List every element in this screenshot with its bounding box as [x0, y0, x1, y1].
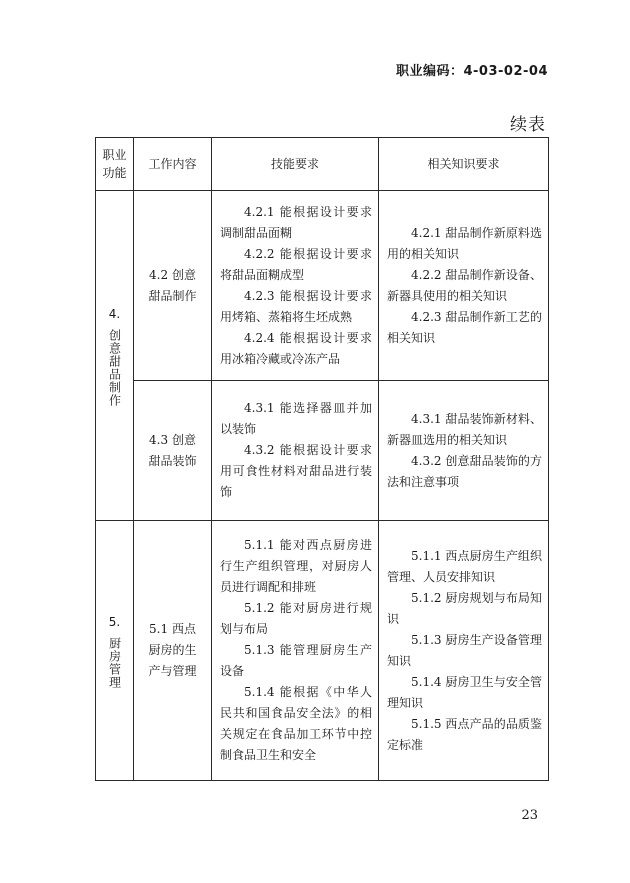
skill-item: 5.1.4 能根据《中华人民共和国食品安全法》的相关规定在食品加工环节中控制食品卫生和安全 — [220, 685, 372, 762]
skill-item: 4.2.2 能根据设计要求将甜品面糊成型 — [220, 246, 372, 282]
knowledge-list — [379, 521, 549, 781]
header-work-content: 工作内容 — [134, 138, 212, 191]
skill-item: 4.3.1 能选择器皿并加以装饰 — [220, 401, 372, 436]
knowledge-list — [379, 381, 549, 521]
skill-list — [212, 381, 379, 521]
function-cell-4 — [96, 191, 134, 521]
knowledge-item: 4.2.2 甜品制作新设备、新器具使用的相关知识 — [387, 267, 542, 303]
knowledge-list — [379, 191, 549, 381]
header-skill-requirements: 技能要求 — [212, 138, 379, 191]
knowledge-item: 4.2.1 甜品制作新原料选用的相关知识 — [387, 225, 542, 261]
function-number: 5. — [108, 615, 121, 629]
function-cell-5 — [96, 521, 134, 781]
function-name: 创意甜品制作 — [107, 329, 122, 407]
header-function: 职业 功能 — [96, 138, 134, 191]
work-content: 4.3 创意甜品装饰 — [134, 381, 212, 521]
work-content: 5.1 西点厨房的生产与管理 — [134, 521, 212, 781]
knowledge-item: 5.1.5 西点产品的品质鉴定标准 — [387, 716, 542, 752]
skill-item: 4.2.3 能根据设计要求用烤箱、蒸箱将生坯成熟 — [220, 288, 372, 324]
skill-item: 4.3.2 能根据设计要求用可食性材料对甜品进行装饰 — [220, 443, 372, 499]
header-knowledge-requirements: 相关知识要求 — [379, 138, 549, 191]
work-content: 4.2 创意甜品制作 — [134, 191, 212, 381]
skills-table — [95, 137, 549, 781]
knowledge-item: 4.2.3 甜品制作新工艺的相关知识 — [387, 309, 542, 345]
skill-item: 4.2.4 能根据设计要求用冰箱冷藏或冷冻产品 — [220, 330, 372, 366]
table-row — [96, 191, 549, 381]
table-row — [96, 521, 549, 781]
skill-list — [212, 191, 379, 381]
knowledge-item: 4.3.2 创意甜品装饰的方法和注意事项 — [387, 453, 542, 489]
skill-list — [212, 521, 379, 781]
skill-item: 5.1.3 能管理厨房生产设备 — [220, 643, 372, 678]
function-name: 厨房管理 — [107, 637, 122, 689]
knowledge-item: 5.1.3 厨房生产设备管理知识 — [387, 632, 542, 668]
knowledge-item: 5.1.4 厨房卫生与安全管理知识 — [387, 674, 542, 710]
knowledge-item: 4.3.1 甜品装饰新材料、新器皿选用的相关知识 — [387, 411, 542, 447]
knowledge-item: 5.1.1 西点厨房生产组织管理、人员安排知识 — [387, 548, 542, 584]
table-header-row — [96, 138, 549, 191]
occupation-code: 职业编码：4-03-02-04 — [395, 64, 548, 79]
continued-label: 续表 — [510, 115, 546, 135]
page-number: 23 — [521, 808, 538, 823]
function-number: 4. — [108, 307, 121, 321]
skill-item: 4.2.1 能根据设计要求调制甜品面糊 — [220, 204, 372, 240]
table-row — [96, 381, 549, 521]
skill-item: 5.1.2 能对厨房进行规划与布局 — [220, 601, 372, 636]
skill-item: 5.1.1 能对西点厨房进行生产组织管理，对厨房人员进行调配和排班 — [220, 538, 372, 594]
knowledge-item: 5.1.2 厨房规划与布局知识 — [387, 590, 542, 626]
